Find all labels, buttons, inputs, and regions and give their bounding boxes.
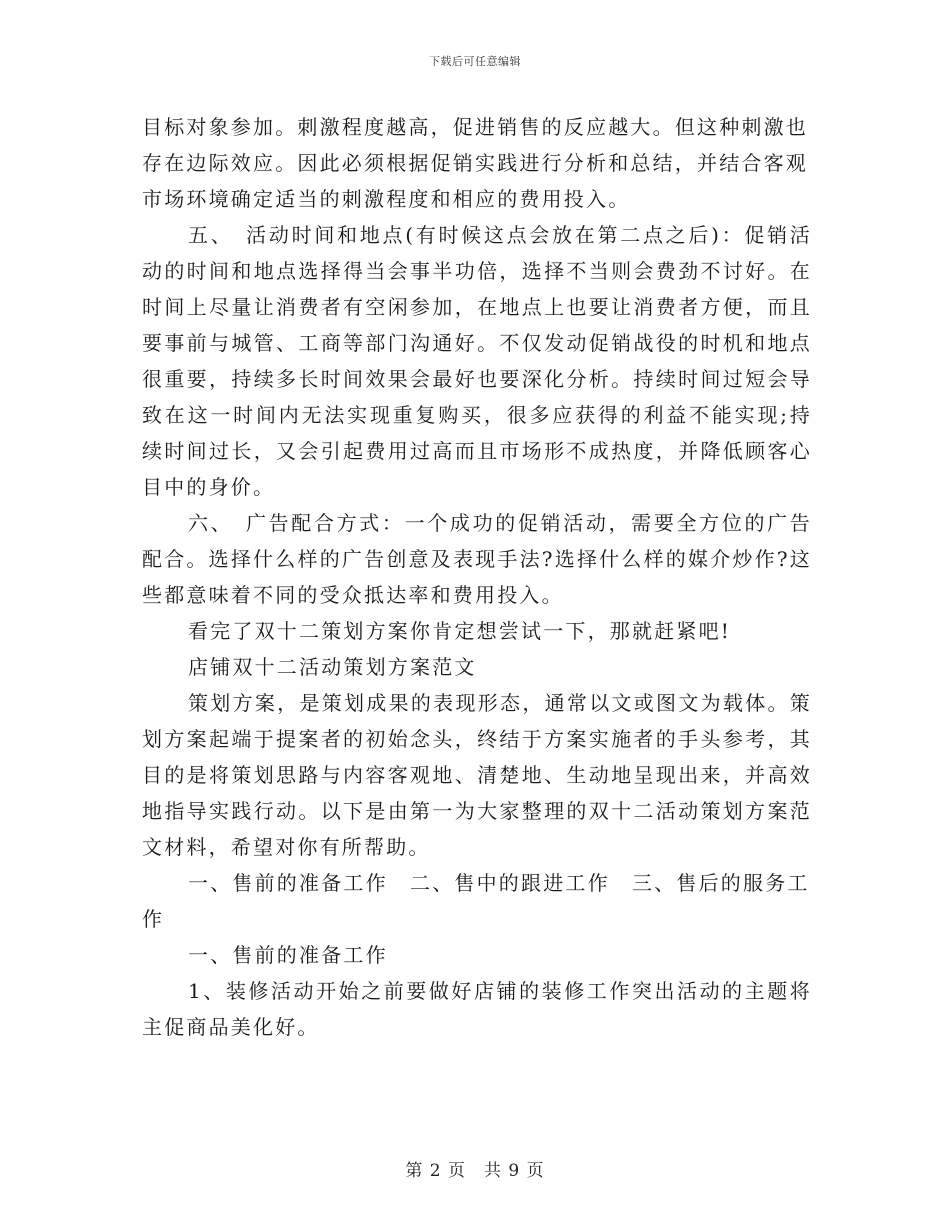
section-title: 店铺双十二活动策划方案范文 [188,655,477,679]
subsection-heading: 一、售前的准备工作 [188,943,388,967]
footer-label-suffix: 页 [526,1161,545,1181]
paragraph-outline: 一、售前的准备工作 二、售中的跟进工作 三、售后的服务工作 [142,871,810,931]
paragraph-intro: 策划方案，是策划成果的表现形态，通常以文或图文为载体。策划方案起端于提案者的初始念头，终结于方案实施者的手头参考，其目的是将策划思路与内容客观地、清楚地、生动地呈现出来，并高效地指导实践行动。以下是由第一为大家整理的双十二活动策划方案范文材料，希望对你有所帮助。 [142,691,812,859]
paragraph-section-six: 六、 广告配合方式：一个成功的促销活动，需要全方位的广告配合。选择什么样的广告创意及表现手法?选择什么样的媒介炒作?这些都意味着不同的受众抵达率和费用投入。 [142,511,812,607]
paragraph-section-five: 五、 活动时间和地点(有时候这点会放在第二点之后)：促销活动的时间和地点选择得当会事半功倍，选择不当则会费劲不讨好。在时间上尽量让消费者有空闲参加，在地点上也要让消费者方便，而且要事前与城管、工商等部门沟通好。不仅发动促销战役的时机和地点很重要，持续多长时间效果会最好也要深化分析。持续时间过短会导致在这一时间内无法实现重复购买，很多应获得的利益不能实现;持续时间过长，又会引起费用过高而且市场形不成热度，并降低顾客心目中的身价。 [142,223,812,499]
paragraph-closing-remark: 看完了双十二策划方案你肯定想尝试一下，那就赶紧吧! [188,619,732,643]
document-body [142,109,812,1045]
footer-label-prefix: 第 [405,1161,424,1181]
page-footer [0,1156,950,1181]
paragraph-item-one: 1、装修活动开始之前要做好店铺的装修工作突出活动的主题将主促商品美化好。 [142,979,812,1039]
footer-total-pages: 9 [508,1161,521,1181]
paragraph-continuation: 目标对象参加。刺激程度越高，促进销售的反应越大。但这种刺激也存在边际效应。因此必须根据促销实践进行分析和总结，并结合客观市场环境确定适当的刺激程度和相应的费用投入。 [142,115,808,211]
footer-label-mid: 页 共 [448,1161,502,1181]
footer-current-page: 2 [429,1161,442,1181]
page-header: 下载后可任意编辑 [429,55,521,68]
